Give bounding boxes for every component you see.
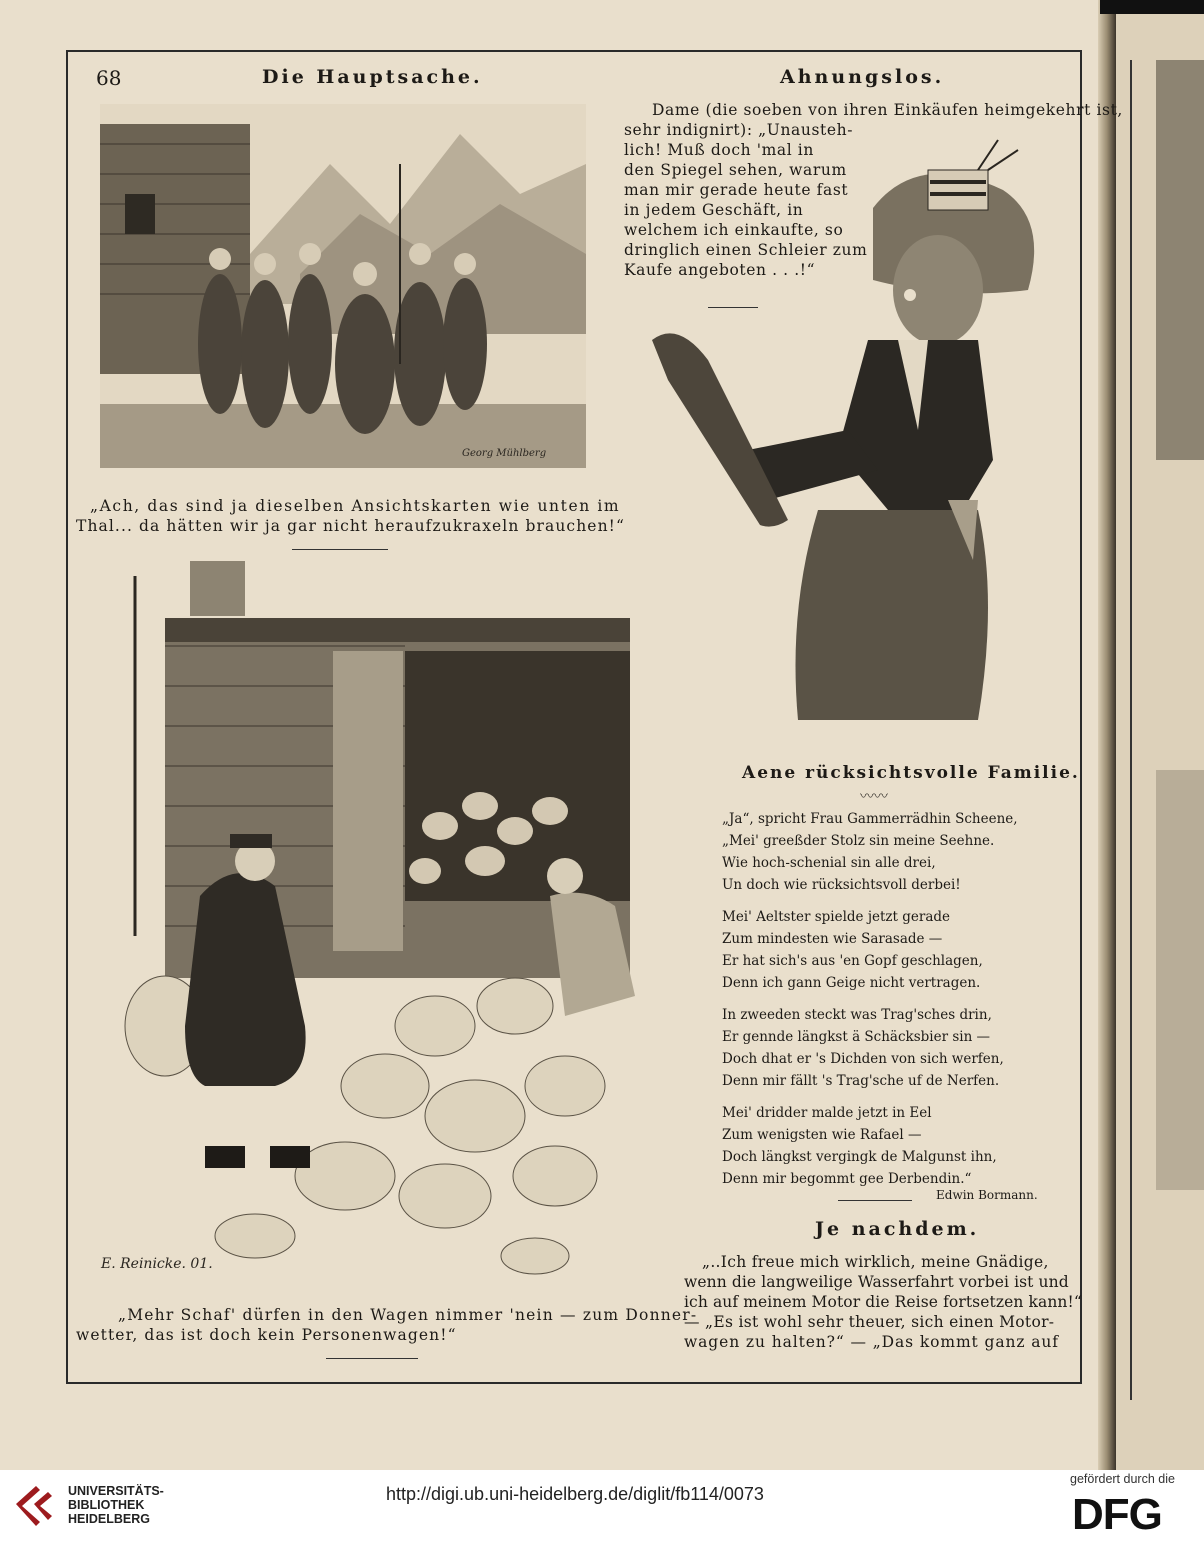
joke-je-nachdem-line1: „..Ich freue mich wirklich, meine Gnädige, — [702, 1253, 1049, 1271]
caption-zartfuehlend-line1: „Mehr Schaf' dürfen in den Wagen nimmer 'nein — zum Donner- — [118, 1306, 698, 1324]
book-spine — [1098, 0, 1116, 1470]
joke-ahnungslos-line5: man mir gerade heute fast — [624, 181, 849, 199]
poem-line: Zum wenigsten wie Rafael — — [722, 1127, 922, 1143]
ornament-wave: 〰〰 — [860, 789, 888, 805]
university-library-logo-icon — [14, 1480, 60, 1532]
signature-muehlberg: Georg Mühlberg — [462, 448, 547, 459]
joke-je-nachdem-line5: wagen zu halten?“ — „Das kommt ganz auf — [684, 1333, 1059, 1351]
dfg-logo: DFG — [1072, 1490, 1162, 1539]
caption-hauptsache-line2: Thal... da hätten wir ja gar nicht heraufzukraxeln brauchen!“ — [76, 517, 625, 535]
joke-je-nachdem-line2: wenn die langweilige Wasserfahrt vorbei ist und — [684, 1273, 1069, 1291]
poem-author: Edwin Bormann. — [936, 1188, 1038, 1202]
joke-ahnungslos-line8: dringlich einen Schleier zum — [624, 241, 868, 259]
poem-line: Denn mir fällt 's Trag'sche uf de Nerfen. — [722, 1073, 1000, 1089]
poem-line: Er hat sich's aus 'en Gopf geschlagen, — [722, 953, 983, 969]
illustration-mountain-hikers — [100, 104, 586, 468]
poem-line: Mei' dridder malde jetzt in Eel — [722, 1105, 932, 1121]
joke-ahnungslos-line9: Kaufe angeboten . . .!“ — [624, 261, 816, 279]
joke-ahnungslos-line4: den Spiegel sehen, warum — [624, 161, 847, 179]
caption-zartfuehlend-line2: wetter, das ist doch kein Personenwagen!“ — [76, 1326, 457, 1344]
joke-je-nachdem-line3: ich auf meinem Motor die Reise fortsetzen kann!“ — [684, 1293, 1082, 1311]
title-ahnungslos: Ahnungslos. — [780, 66, 945, 88]
title-je-nachdem: Je nachdem. — [815, 1218, 980, 1240]
caption-hauptsache-line1: „Ach, das sind ja dieselben Ansichtskarten wie unten im — [90, 497, 621, 515]
poem-line: Mei' Aeltster spielde jetzt gerade — [722, 909, 951, 925]
illustration-veiled-lady — [648, 130, 1048, 730]
page-number: 68 — [96, 66, 122, 90]
poem-line: In zweeden steckt was Trag'sches drin, — [722, 1007, 992, 1023]
divider — [326, 1358, 418, 1359]
funding-note: gefördert durch die — [1070, 1472, 1175, 1486]
joke-ahnungslos-line7: welchem ich einkaufte, so — [624, 221, 844, 239]
joke-ahnungslos-line6: in jedem Geschäft, in — [624, 201, 804, 219]
poem-line: Denn mir begommt gee Derbendin.“ — [722, 1171, 972, 1187]
poem-line: Un doch wie rücksichtsvoll derbei! — [722, 877, 961, 893]
illustration-sheep-wagon — [95, 556, 640, 1286]
title-die-hauptsache: Die Hauptsache. — [262, 66, 483, 88]
scanner-edge — [1100, 0, 1204, 14]
poem-line: Doch längkst vergingk de Malgunst ihn, — [722, 1149, 997, 1165]
poem-line: Er gennde längkst ä Schäcksbier sin — — [722, 1029, 991, 1045]
title-aene-ruecksichtsvolle-familie: Aene rücksichtsvolle Familie. — [742, 763, 1080, 783]
library-name: UNIVERSITÄTS- BIBLIOTHEK HEIDELBERG — [68, 1484, 164, 1526]
joke-ahnungslos-line1: Dame (die soeben von ihren Einkäufen heimgekehrt ist, — [652, 101, 1123, 119]
poem-line: Wie hoch-schenial sin alle drei, — [722, 855, 936, 871]
signature-reinicke: E. Reinicke. 01. — [101, 1256, 213, 1272]
divider — [292, 549, 388, 550]
joke-ahnungslos-line2: sehr indignirt): „Unausteh- — [624, 121, 854, 139]
permalink-url[interactable]: http://digi.ub.uni-heidelberg.de/diglit/fb114/0073 — [386, 1484, 764, 1504]
poem-line: „Ja“, spricht Frau Gammerrädhin Scheene, — [722, 811, 1018, 827]
joke-je-nachdem-line4: — „Es ist wohl sehr theuer, sich einen Motor- — [684, 1313, 1055, 1331]
poem-line: Denn ich gann Geige nicht vertragen. — [722, 975, 981, 991]
poem-line: Doch dhat er 's Dichden von sich werfen, — [722, 1051, 1004, 1067]
poem-line: Zum mindesten wie Sarasade — — [722, 931, 943, 947]
poem-line: „Mei' greeßder Stolz sin meine Seehne. — [722, 833, 995, 849]
viewer-footer — [0, 1470, 1204, 1549]
divider — [838, 1200, 912, 1201]
adjacent-page-edge — [1116, 0, 1204, 1470]
joke-ahnungslos-line3: lich! Muß doch 'mal in — [624, 141, 814, 159]
